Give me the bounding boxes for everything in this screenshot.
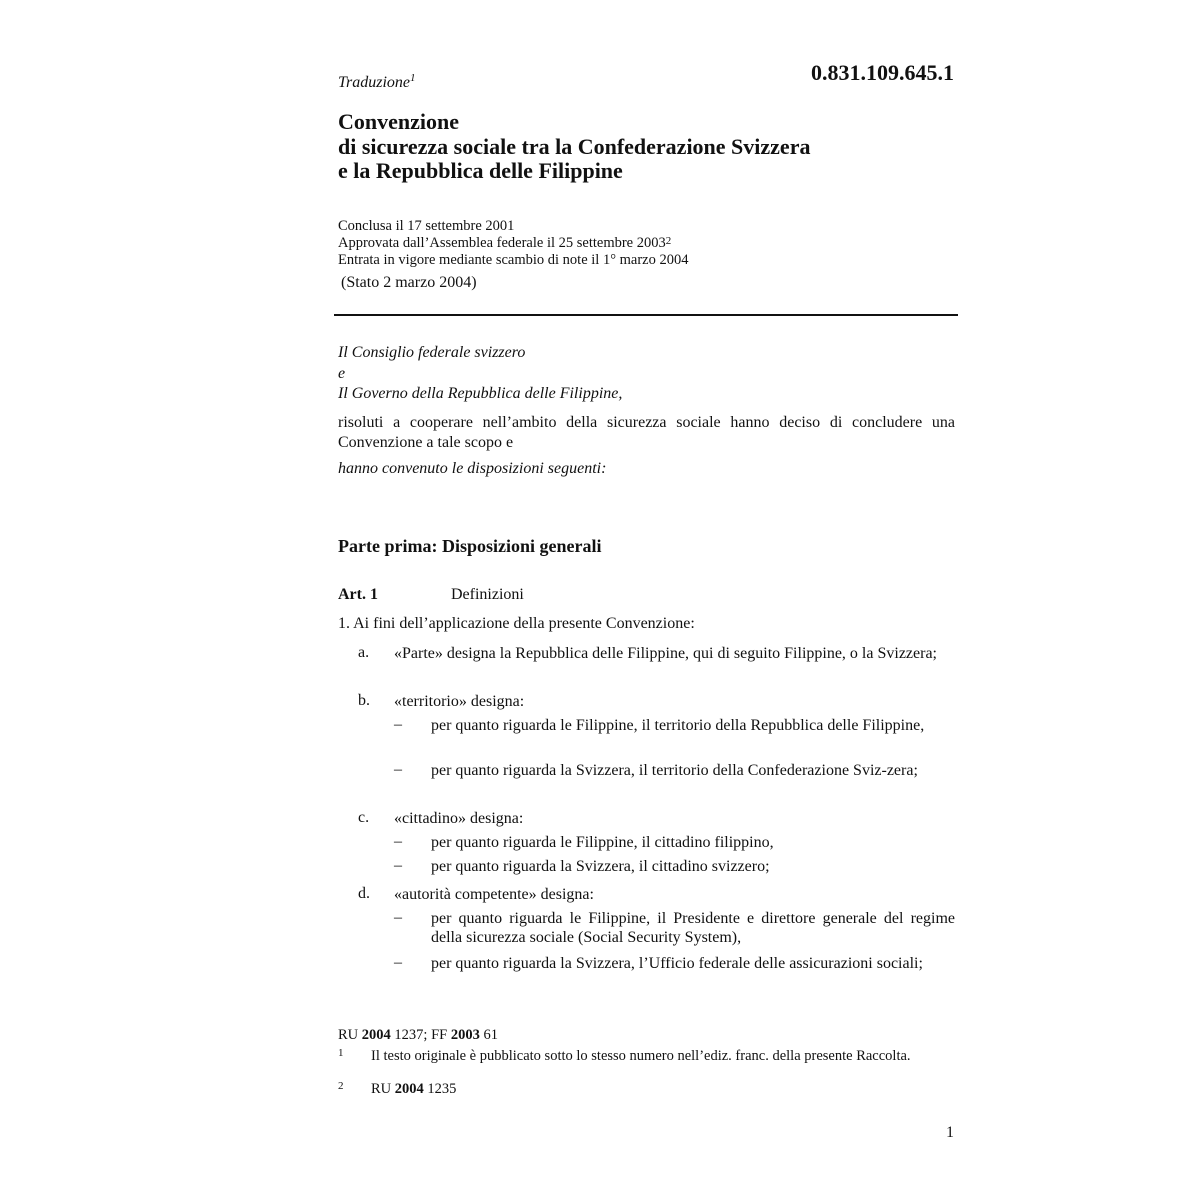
document-title (338, 110, 810, 184)
definition-b-item-2: per quanto riguarda la Svizzera, il territorio della Confederazione Sviz-zera; (431, 762, 918, 779)
preamble-closing: hanno convenuto le disposizioni seguenti: (338, 460, 607, 477)
definition-a-text: «Parte» designa la Repubblica delle Filippine, qui di seguito Filippine, o la Svizzera; (394, 645, 937, 662)
footnote-ref-2: 2 (665, 235, 672, 247)
article-label: Art. 1 (338, 586, 378, 603)
article-paragraph-1: 1. Ai fini dell’applicazione della presente Convenzione: (338, 615, 695, 632)
title-line-2: di sicurezza sociale tra la Confederazione Svizzera (338, 133, 811, 159)
article-title: Definizioni (451, 586, 524, 603)
footnote-2-number: 2 (338, 1080, 344, 1092)
definition-d-dash-1: – (394, 909, 402, 926)
header-divider (334, 314, 958, 316)
definition-d-item-1: per quanto riguarda le Filippine, il Presidente e direttore generale del regime della sicurezza sociale (Social Security System), (431, 910, 955, 946)
in-force-date: Entrata in vigore mediante scambio di note il 1° marzo 2004 (338, 252, 689, 268)
translation-label-text: Traduzione (338, 74, 411, 91)
part-heading: Parte prima: Disposizioni generali (338, 536, 602, 556)
definition-c-dash-1: – (394, 833, 402, 850)
definition-c-letter: c. (358, 809, 370, 826)
definition-a-letter: a. (358, 644, 370, 661)
footnote-1-text: Il testo originale è pubblicato sotto lo stesso numero nell’ediz. franc. della presente Raccolta. (371, 1048, 911, 1064)
preamble-conjunction: e (338, 365, 346, 382)
concluded-date: Conclusa il 17 settembre 2001 (338, 218, 515, 234)
definition-c-text: «cittadino» designa: (394, 810, 524, 827)
preamble-party-1: Il Consiglio federale svizzero (338, 344, 526, 361)
approved-date-text: Approvata dall’Assemblea federale il 25 settembre 2003 (338, 235, 666, 251)
footnote-2-text (371, 1081, 931, 1098)
title-line-3: e la Repubblica delle Filippine (338, 158, 623, 183)
definition-b-dash-2: – (394, 761, 402, 778)
page-number: 1 (946, 1124, 954, 1141)
footnote-2-ru-year: 2004 (394, 1081, 424, 1097)
definition-d-dash-2: – (394, 954, 402, 971)
definition-b-item-1: per quanto riguarda le Filippine, il territorio della Repubblica delle Filippine, (431, 717, 925, 734)
definition-d-letter: d. (358, 885, 370, 902)
dates-block (338, 218, 688, 269)
definition-b-letter: b. (358, 692, 370, 709)
definition-c-dash-2: – (394, 857, 402, 874)
ff-page: 61 (483, 1027, 498, 1043)
ru-page: 1237; (394, 1027, 428, 1043)
definition-d-item-2: per quanto riguarda la Svizzera, l’Ufficio federale delle assicurazioni sociali; (431, 955, 923, 972)
footnote-ref-1: 1 (410, 72, 416, 84)
footnote-2-ru-page: 1235 (427, 1081, 457, 1097)
official-references (338, 1027, 498, 1044)
translation-label (338, 74, 416, 92)
footnote-2-ru-label: RU (371, 1081, 392, 1097)
ff-year: 2003 (450, 1027, 480, 1043)
footnote-1-number: 1 (338, 1047, 344, 1059)
ff-label: FF (431, 1027, 448, 1043)
definition-d-text: «autorità competente» designa: (394, 886, 594, 903)
approved-date (338, 235, 688, 252)
preamble-party-2: Il Governo della Repubblica delle Filippine, (338, 385, 623, 402)
definition-c-item-1: per quanto riguarda le Filippine, il cittadino filippino, (431, 834, 774, 851)
definition-c-item-2: per quanto riguarda la Svizzera, il cittadino svizzero; (431, 858, 770, 875)
document-number: 0.831.109.645.1 (811, 60, 954, 85)
title-line-1: Convenzione (338, 109, 459, 134)
preamble-body: risoluti a cooperare nell’ambito della sicurezza sociale hanno deciso di concludere una Convenzione a tale scopo e (338, 414, 955, 451)
definition-b-text: «territorio» designa: (394, 693, 525, 710)
definition-b-dash-1: – (394, 716, 402, 733)
ru-label: RU (338, 1027, 359, 1043)
status-date: (Stato 2 marzo 2004) (341, 274, 477, 291)
ru-year: 2004 (361, 1027, 391, 1043)
